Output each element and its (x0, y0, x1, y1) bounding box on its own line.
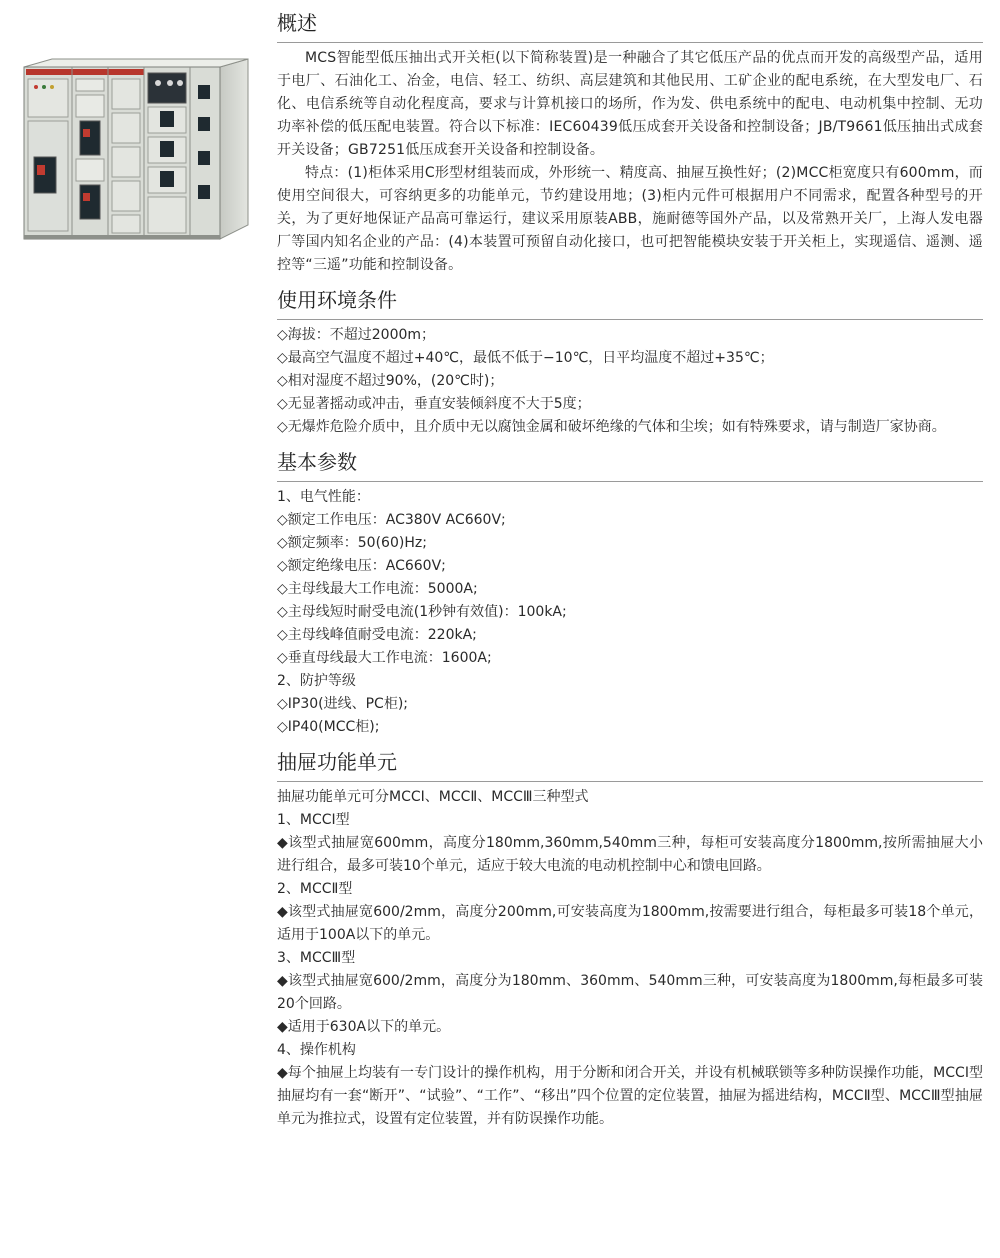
drawer-item: ◆每个抽屉上均装有一专门设计的操作机构，用于分断和闭合开关，并设有机械联锁等多种防误操作功能，MCCⅠ型抽屉均有一套“断开”、“试验”、“工作”、“移出”四个位置的定位装置，抽屉为摇进结构，MCCⅡ型、MCCⅢ型抽屉单元为推拉式，设置有定位装置，并有防误操作功能。 (277, 1065, 983, 1127)
section-title-drawer: 抽屉功能单元 (277, 739, 983, 782)
params-item: ◇垂直母线最大工作电流：1600A; (277, 650, 492, 666)
drawer-item: 1、MCCⅠ型 (277, 812, 350, 828)
overview-paragraph-1: MCS智能型低压抽出式开关柜(以下简称装置)是一种融合了其它低压产品的优点而开发的高级型产品，适用于电厂、石油化工、冶金，电信、轻工、纺织、高层建筑和其他民用、工矿企业的配电系统，在大型发电厂、石化、电信系统等自动化程度高，要求与计算机接口的场所，作为发、供电系统中的配电、电动机集中控制、无功功率补偿的低压配电装置。符合以下标准：IEC60439低压成套开关设备和控制设备；JB/T9661低压抽出式成套开关设备；GB7251低压成套开关设备和控制设备。 (277, 50, 983, 158)
environment-item: ◇无显著摇动或冲击，垂直安装倾斜度不大于5度； (277, 396, 591, 412)
params-item: ◇主母线短时耐受电流(1秒钟有效值)：100kA; (277, 604, 567, 620)
section-title-params: 基本参数 (277, 439, 983, 482)
params-item: ◇主母线最大工作电流：5000A; (277, 581, 478, 597)
drawer-item: 3、MCCⅢ型 (277, 950, 356, 966)
environment-item: ◇海拔：不超过2000m； (277, 327, 436, 343)
params-item: ◇额定工作电压：AC380V AC660V; (277, 512, 506, 528)
params-item: ◇主母线峰值耐受电流：220kA; (277, 627, 477, 643)
environment-item: ◇相对湿度不超过90%，(20℃时)； (277, 373, 504, 389)
params-item: ◇IP40(MCC柜); (277, 719, 380, 735)
drawer-item: 2、MCCⅡ型 (277, 881, 353, 897)
drawer-item: ◆适用于630A以下的单元。 (277, 1019, 451, 1035)
params-item: ◇IP30(进线、PC柜); (277, 696, 409, 712)
params-item: 1、电气性能： (277, 489, 370, 505)
params-item: ◇额定绝缘电压：AC660V; (277, 558, 446, 574)
drawer-item: ◆该型式抽屉宽600mm，高度分180mm,360mm,540mm三种，每柜可安装高度分1800mm,按所需抽屉大小进行组合，最多可装10个单元，适应于较大电流的电动机控制中心和馈电回路。 (277, 835, 983, 874)
section-title-environment: 使用环境条件 (277, 277, 983, 320)
environment-item: ◇最高空气温度不超过+40℃，最低不低于−10℃，日平均温度不超过+35℃； (277, 350, 774, 366)
switchgear-cabinet-image (20, 55, 252, 247)
main-content (277, 0, 983, 1131)
params-item: 2、防护等级 (277, 673, 356, 689)
drawer-item: 抽屉功能单元可分MCCⅠ、MCCⅡ、MCCⅢ三种型式 (277, 789, 589, 805)
switchgear-cabinet-icon (20, 55, 252, 247)
drawer-item: ◆该型式抽屉宽600/2mm，高度分200mm,可安装高度为1800mm,按需要进行组合，每柜最多可装18个单元，适用于100A以下的单元。 (277, 904, 983, 943)
environment-item: ◇无爆炸危险介质中，且介质中无以腐蚀金属和破坏绝缘的气体和尘埃；如有特殊要求，请与制造厂家协商。 (277, 419, 946, 435)
overview-paragraph-2: 特点：(1)柜体采用C形型材组装而成，外形统一、精度高、抽屉互换性好；(2)MCC柜宽度只有600mm，而使用空间很大，可容纳更多的功能单元，节约建设用地；(3)柜内元件可根据用户不同需求，配置各种型号的开关，为了更好地保证产品高可靠运行，建议采用原装ABB，施耐德等国外产品，以及常熟开关厂，上海人发电器厂等国内知名企业的产品：(4)本装置可预留自动化接口，也可把智能模块安装于开关柜上，实现遥信、遥测、遥控等“三遥”功能和控制设备。 (277, 165, 983, 273)
section-title-overview: 概述 (277, 0, 983, 43)
drawer-item: ◆该型式抽屉宽600/2mm，高度分为180mm、360mm、540mm三种，可安装高度为1800mm,每柜最多可装20个回路。 (277, 973, 983, 1012)
drawer-item: 4、操作机构 (277, 1042, 356, 1058)
params-item: ◇额定频率：50(60)Hz; (277, 535, 427, 551)
